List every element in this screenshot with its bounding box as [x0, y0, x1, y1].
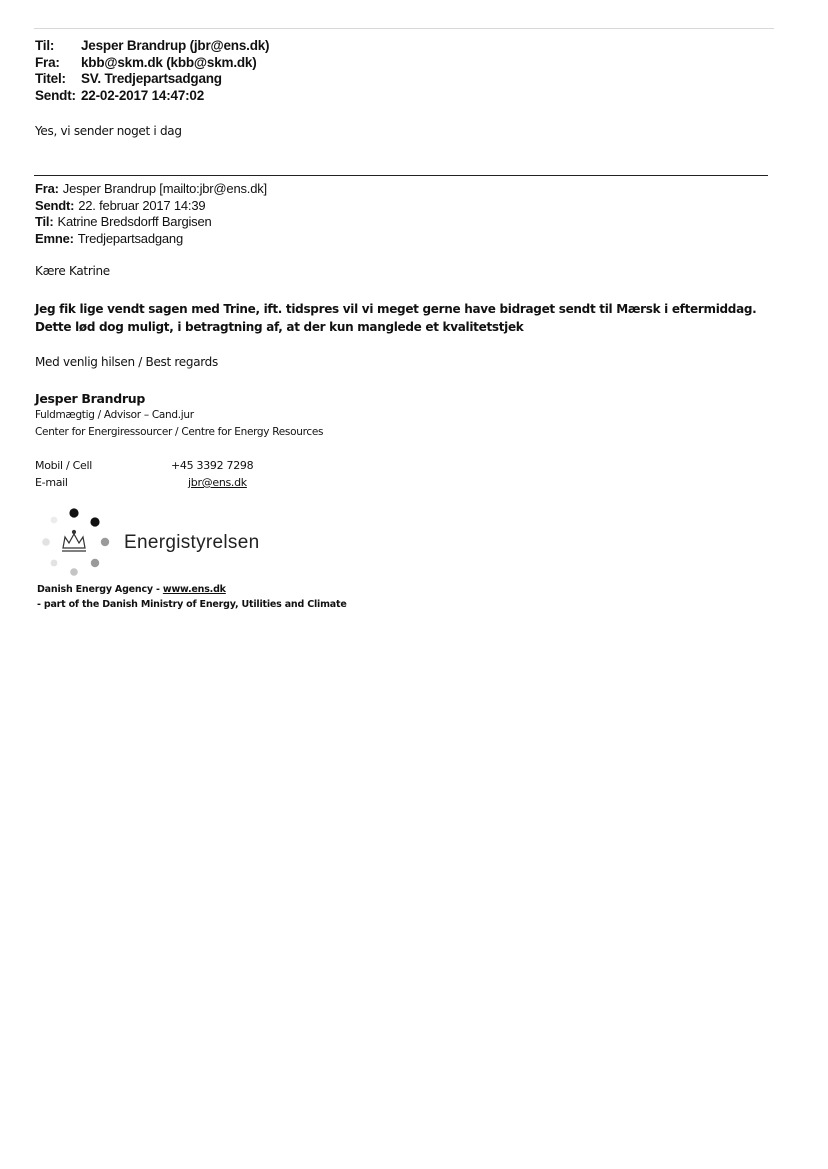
- logo-dot: [42, 538, 50, 546]
- original-emne-row: [35, 231, 267, 248]
- original-fra-row: [35, 181, 267, 198]
- header-fra-row: [35, 55, 269, 72]
- mobile-label: Mobil / Cell: [35, 459, 92, 472]
- logo-dot: [51, 560, 58, 567]
- email-header: [35, 38, 269, 104]
- original-header: [35, 181, 267, 247]
- agency-prefix: Danish Energy Agency -: [37, 584, 163, 595]
- quote-divider: [34, 175, 768, 176]
- signature-department: Center for Energiressourcer / Centre for Energy Resources: [35, 426, 324, 438]
- greeting: Kære Katrine: [35, 264, 110, 278]
- logo-dot: [101, 538, 109, 546]
- original-fra-label: Fra:: [35, 181, 59, 196]
- ministry-line: - part of the Danish Ministry of Energy, Utilities and Climate: [37, 599, 347, 610]
- original-sendt-label: Sendt:: [35, 197, 75, 213]
- header-titel-label: Titel:: [35, 71, 66, 86]
- top-border: [34, 28, 774, 29]
- logo-wordmark: Energistyrelsen: [124, 532, 260, 553]
- header-titel-value: SV. Tredjepartsadgang: [81, 71, 222, 86]
- header-til-value: Jesper Brandrup (jbr@ens.dk): [81, 38, 270, 53]
- header-fra-value: kbb@skm.dk (kbb@skm.dk): [81, 54, 257, 70]
- original-til-row: [35, 214, 267, 231]
- agency-line: [37, 584, 226, 595]
- logo-dot: [51, 517, 58, 524]
- mobile-value: +45 3392 7298: [171, 459, 254, 472]
- original-til-label: Til:: [35, 214, 54, 229]
- header-til-label: Til:: [35, 38, 55, 53]
- contact-email: [35, 476, 247, 489]
- logo-dot: [70, 568, 78, 576]
- original-til-value: Katrine Bredsdorff Bargisen: [57, 214, 212, 229]
- original-fra-value: Jesper Brandrup [mailto:jbr@ens.dk]: [62, 181, 267, 196]
- logo-dot: [69, 508, 78, 517]
- original-sendt-row: [35, 198, 267, 215]
- original-emne-label: Emne:: [35, 230, 74, 246]
- contact-mobile: [35, 459, 254, 472]
- email-link[interactable]: jbr@ens.dk: [188, 476, 247, 489]
- reply-text: Yes, vi sender noget i dag: [35, 124, 182, 138]
- header-titel-row: [35, 71, 269, 88]
- logo-dot: [90, 517, 99, 526]
- header-fra-label: Fra:: [35, 54, 60, 70]
- header-sendt-value: 22-02-2017 14:47:02: [81, 87, 205, 103]
- header-sendt-row: [35, 88, 269, 105]
- original-emne-value: Tredjepartsadgang: [77, 230, 183, 246]
- original-sendt-value: 22. februar 2017 14:39: [78, 197, 206, 213]
- crown-icon: [62, 531, 86, 552]
- logo-dot: [91, 559, 99, 567]
- agency-link[interactable]: www.ens.dk: [162, 584, 226, 595]
- closing: Med venlig hilsen / Best regards: [35, 355, 218, 369]
- signature-name: Jesper Brandrup: [35, 391, 145, 406]
- header-til-row: [35, 38, 269, 55]
- header-sendt-label: Sendt:: [35, 87, 76, 103]
- email-label: E-mail: [35, 476, 68, 489]
- message-body: Jeg fik lige vendt sagen med Trine, ift. tidspres vil vi meget gerne have bidraget sendt til Mærsk i eftermiddag. Dette lød dog muligt, i betragtning af, at der kun manglede et kvalitetstjek: [35, 302, 757, 334]
- signature-title: Fuldmægtig / Advisor – Cand.jur: [35, 409, 194, 421]
